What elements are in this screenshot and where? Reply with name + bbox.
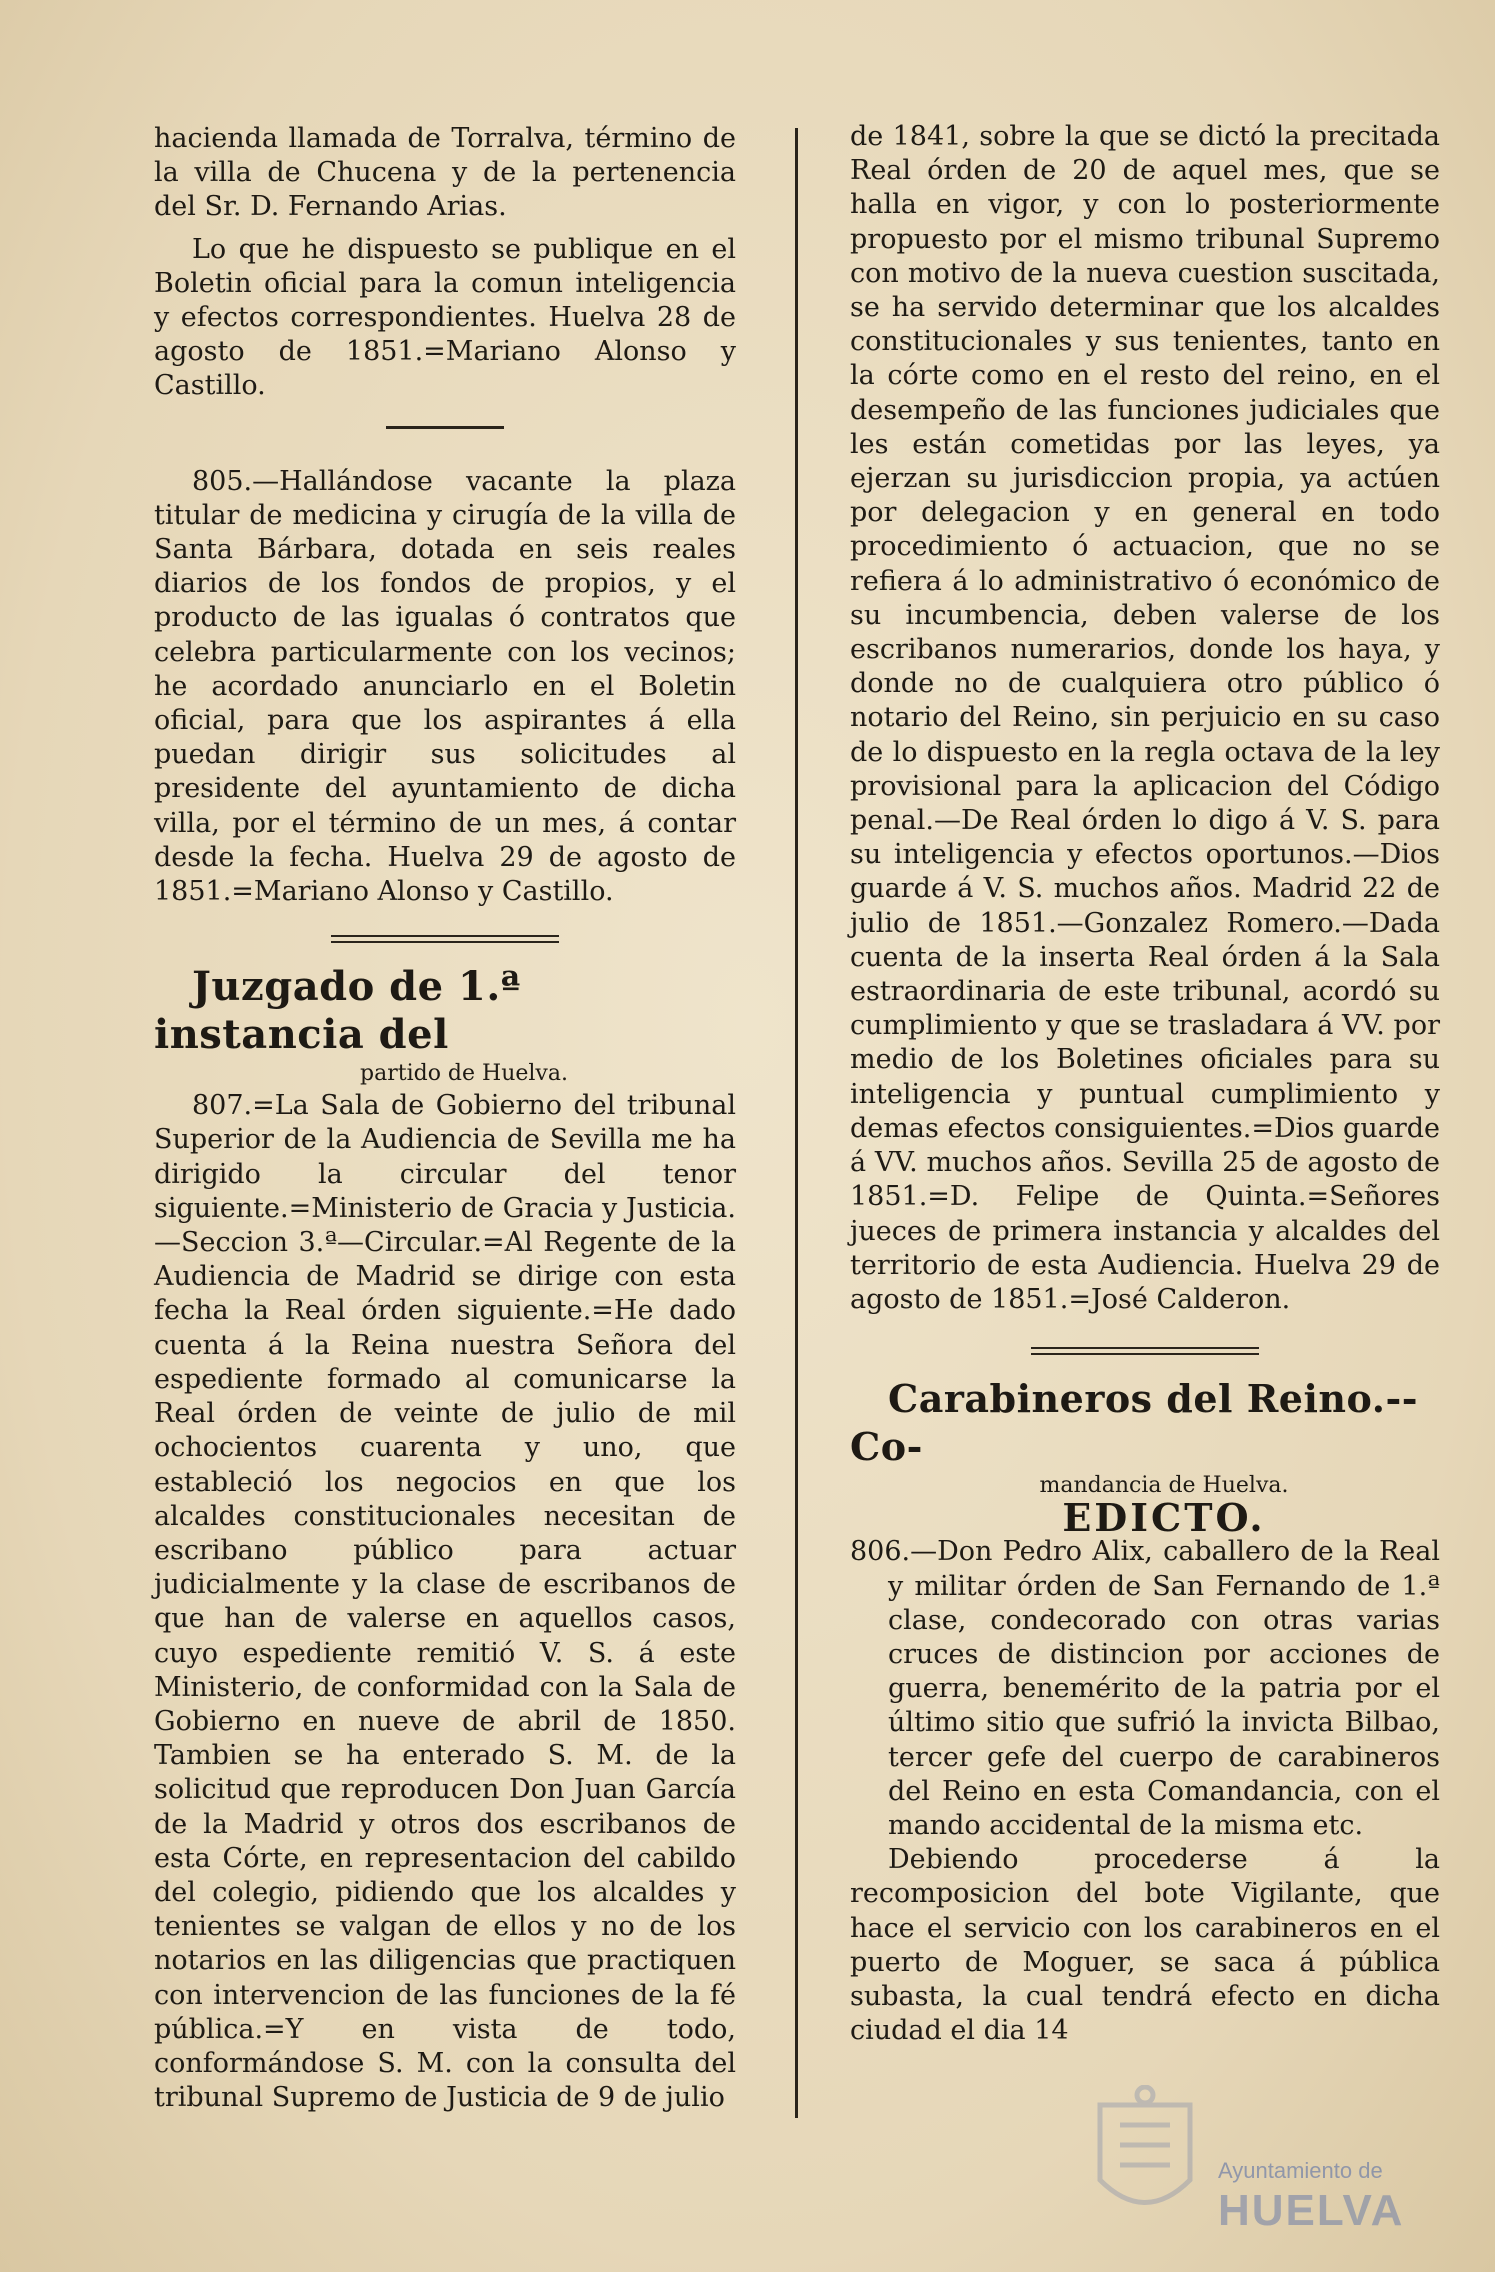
right-column <box>850 120 1440 2048</box>
paragraph-hacienda: hacienda llamada de Torralva, término de la villa de Chucena y de la pertenencia del Sr. D. Fernando Arias. <box>154 123 736 223</box>
separator-double-rule-right <box>1031 1347 1259 1355</box>
paragraph-805: 805.—Hallándose vacante la plaza titular de medicina y cirugía de la villa de Santa Bárbara, dotada en seis reales diarios de los fondos de propios, y el producto de las igualas ó contratos que celebra particularmente con los vecinos; he acordado anunciarlo en el Boletin oficial, para que los aspirantes á ella puedan dirigir sus solicitudes al presidente del ayuntamiento de dicha villa, por el término de un mes, á contar desde la fecha. Huelva 29 de agosto de 1851.=Mariano Alonso y Castillo. <box>154 465 736 908</box>
section-heading-carabineros: Carabineros del Reino.--Co- <box>850 1376 1418 1470</box>
separator-rule <box>386 426 504 429</box>
paragraph-publication-notice: Lo que he dispuesto se publique en el Boletin oficial para la comun inteligencia y efectos correspondientes. Huelva 28 de agosto de 1851.=Mariano Alonso y Castillo. <box>154 233 736 402</box>
section-heading-juzgado: Juzgado de 1.ª instancia del <box>154 963 521 1059</box>
paragraph-subasta: Debiendo procederse á la recomposicion del bote Vigilante, que hace el servicio con los carabineros en el puerto de Moguer, se saca á pública subasta, la cual tendrá efecto en dicha ciudad el dia 14 <box>850 1844 1440 2047</box>
section-subheading-carabineros: mandancia de Huelva. <box>1039 1473 1289 1499</box>
watermark-line2: HUELVA <box>1218 2186 1405 2235</box>
section-subheading-juzgado: partido de Huelva. <box>360 1061 568 1087</box>
left-column <box>154 122 736 2115</box>
separator-double-rule <box>331 935 559 943</box>
paragraph-807: 807.=La Sala de Gobierno del tribunal Superior de la Audiencia de Sevilla me ha dirigido la circular del tenor siguiente.=Ministerio de Gracia y Justicia.—Seccion 3.ª—Circular.=Al Regente de la Audiencia de Madrid se dirige con esta fecha la Real órden siguiente.=He dado cuenta á la Reina nuestra Señora del espediente formado al comunicarse la Real órden de veinte de julio de mil ochocientos cuarenta y uno, que estableció los negocios en que los alcaldes constitucionales necesitan de escribano público para actuar judicialmente y la clase de escribanos de que han de valerse en aquellos casos, cuyo espediente remitió V. S. á este Ministerio, de conformidad con la Sala de Gobierno en nueve de abril de 1850. Tambien se ha enterado S. M. de la solicitud que reproducen Don Juan García de la Madrid y otros dos escribanos de esta Córte, en representacion del cabildo del colegio, pidiendo que los alcaldes y tenientes se valgan de ellos y no de los notarios en las diligencias que practiquen con intervencion de las funciones de la fé pública.=Y en vista de todo, conformándose S. M. con la consulta del tribunal Supremo de Justicia de 9 de julio <box>154 1090 736 2114</box>
edict-heading: EDICTO. <box>1062 1495 1266 1541</box>
column-divider <box>795 128 798 2118</box>
paragraph-continuation: de 1841, sobre la que se dictó la precitada Real órden de 20 de aquel mes, que se halla en vigor, y con lo posteriormente propuesto por el mismo tribunal Supremo con motivo de la nueva cuestion suscitada, se ha servido determinar que los alcaldes constitucionales y sus tenientes, tanto en la córte como en el resto del reino, en el desempeño de las funciones judiciales que les están cometidas por las leyes, ya ejerzan su jurisdiccion propia, ya actúen por delegacion y en general en todo procedimiento ó actuacion, que no se refiera á lo administrativo ó económico de su incumbencia, deben valerse de los escribanos numerarios, donde los haya, y donde no de cualquiera otro público ó notario del Reino, sin perjuicio en su caso de lo dispuesto en la regla octava de la ley provisional para la aplicacion del Código penal.—De Real órden lo digo á V. S. para su inteligencia y efectos oportunos.—Dios guarde á V. S. muchos años. Madrid 22 de julio de 1851.—Gonzalez Romero.—Dada cuenta de la inserta Real órden á la Sala estraordinaria de este tribunal, acordó su cumplimiento y que se trasladara á VV. por medio de los Boletines oficiales para su inteligencia y puntual cumplimiento y demas efectos consiguientes.=Dios guarde á VV. muchos años. Sevilla 25 de agosto de 1851.=D. Felipe de Quinta.=Señores jueces de primera instancia y alcaldes del territorio de esta Audiencia. Huelva 29 de agosto de 1851.=José Calderon. <box>850 121 1440 1315</box>
watermark-line1: Ayuntamiento de <box>1218 2158 1383 2183</box>
paragraph-806: 806.—Don Pedro Alix, caballero de la Real y militar órden de San Fernando de 1.ª clase, condecorado con otras varias cruces de distincion por acciones de guerra, benemérito de la patria por el último sitio que sufrió la invicta Bilbao, tercer gefe del cuerpo de carabineros del Reino en esta Comandancia, con el mando accidental de la misma etc. <box>850 1536 1440 1841</box>
